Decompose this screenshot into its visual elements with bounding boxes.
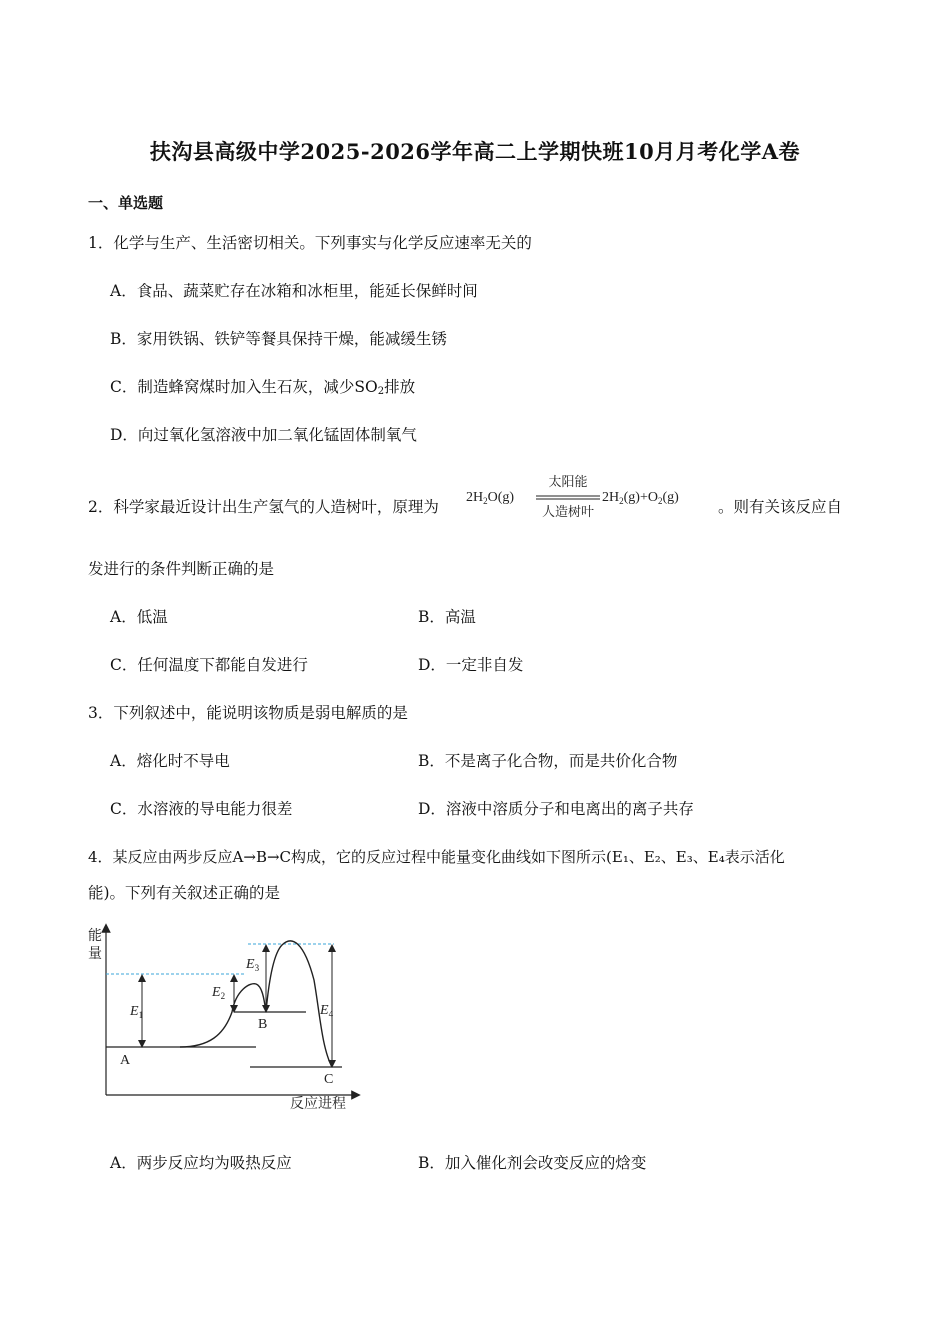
label-e4: $E_4$ [320,1003,334,1019]
label-e1: $E_1$ [130,1004,144,1020]
energy-diagram [84,920,374,1120]
label-b: B [258,1017,268,1032]
q3-option-b[interactable]: B．不是离子化合物，而是共价化合物 [418,752,678,770]
q1-option-c-text: C．制造蜂窝煤时加入生石灰，减少SO [110,378,378,396]
eq-condition-top: 太阳能 [548,475,588,490]
q2-stem: 2．科学家最近设计出生产氢气的人造树叶，原理为 [88,498,439,516]
q2-option-b[interactable]: B．高温 [418,608,476,626]
eq-condition-bottom: 人造树叶 [541,505,595,520]
reaction-curve [180,941,332,1067]
q1-option-c-tail: 排放 [384,378,416,396]
q3-option-c[interactable]: C．水溶液的导电能力很差 [110,800,293,818]
reaction-equation [466,470,718,524]
section-heading: 一、单选题 [88,194,164,212]
q3-option-a[interactable]: A．熔化时不导电 [110,752,230,770]
q1-option-b[interactable]: B．家用铁锅、铁铲等餐具保持干燥，能减缓生锈 [110,330,447,348]
eq-left: $2H_2O(g)$ [466,490,515,506]
q4-stem: 4．某反应由两步反应A→B→C构成，它的反应过程中能量变化曲线如下图所示(E₁、E₂、E₃、E₄表示活化 [88,848,785,866]
x-axis-label: 反应进程 [290,1096,346,1112]
q4-option-b[interactable]: B．加入催化剂会改变反应的焓变 [418,1154,647,1172]
q2-stem-line2: 发进行的条件判断正确的是 [88,560,275,578]
q2-option-a[interactable]: A．低温 [110,608,168,626]
q1-option-d[interactable]: D．向过氧化氢溶液中加二氧化锰固体制氧气 [110,426,417,444]
q4-stem-line2: 能)。下列有关叙述正确的是 [88,884,281,902]
q2-option-d[interactable]: D．一定非自发 [418,656,524,674]
q1-option-c-sub: 2 [377,386,385,397]
q2-stem-tail: 。则有关该反应自 [718,498,843,516]
label-c: C [324,1072,334,1087]
q4-option-a[interactable]: A．两步反应均为吸热反应 [110,1154,292,1172]
q1-stem: 1．化学与生产、生活密切相关。下列事实与化学反应速率无关的 [88,234,532,252]
y-axis-label-1: 能 [88,928,102,944]
q3-stem: 3．下列叙述中，能说明该物质是弱电解质的是 [88,704,408,722]
label-a: A [120,1053,131,1068]
exam-title: 扶沟县高级中学2025-2026学年高二上学期快班10月月考化学A卷 [149,139,801,164]
eq-right: $2H_2(g)+O_2(g)$ [602,490,679,506]
q2-option-c[interactable]: C．任何温度下都能自发进行 [110,656,308,674]
q3-option-d[interactable]: D．溶液中溶质分子和电离出的离子共存 [418,800,694,818]
label-e3: $E_3$ [246,957,260,973]
q1-option-c[interactable] [110,376,415,403]
y-axis-label-2: 量 [88,946,102,962]
q1-option-a[interactable]: A．食品、蔬菜贮存在冰箱和冰柜里，能延长保鲜时间 [110,282,478,300]
label-e2: $E_2$ [212,985,226,1001]
